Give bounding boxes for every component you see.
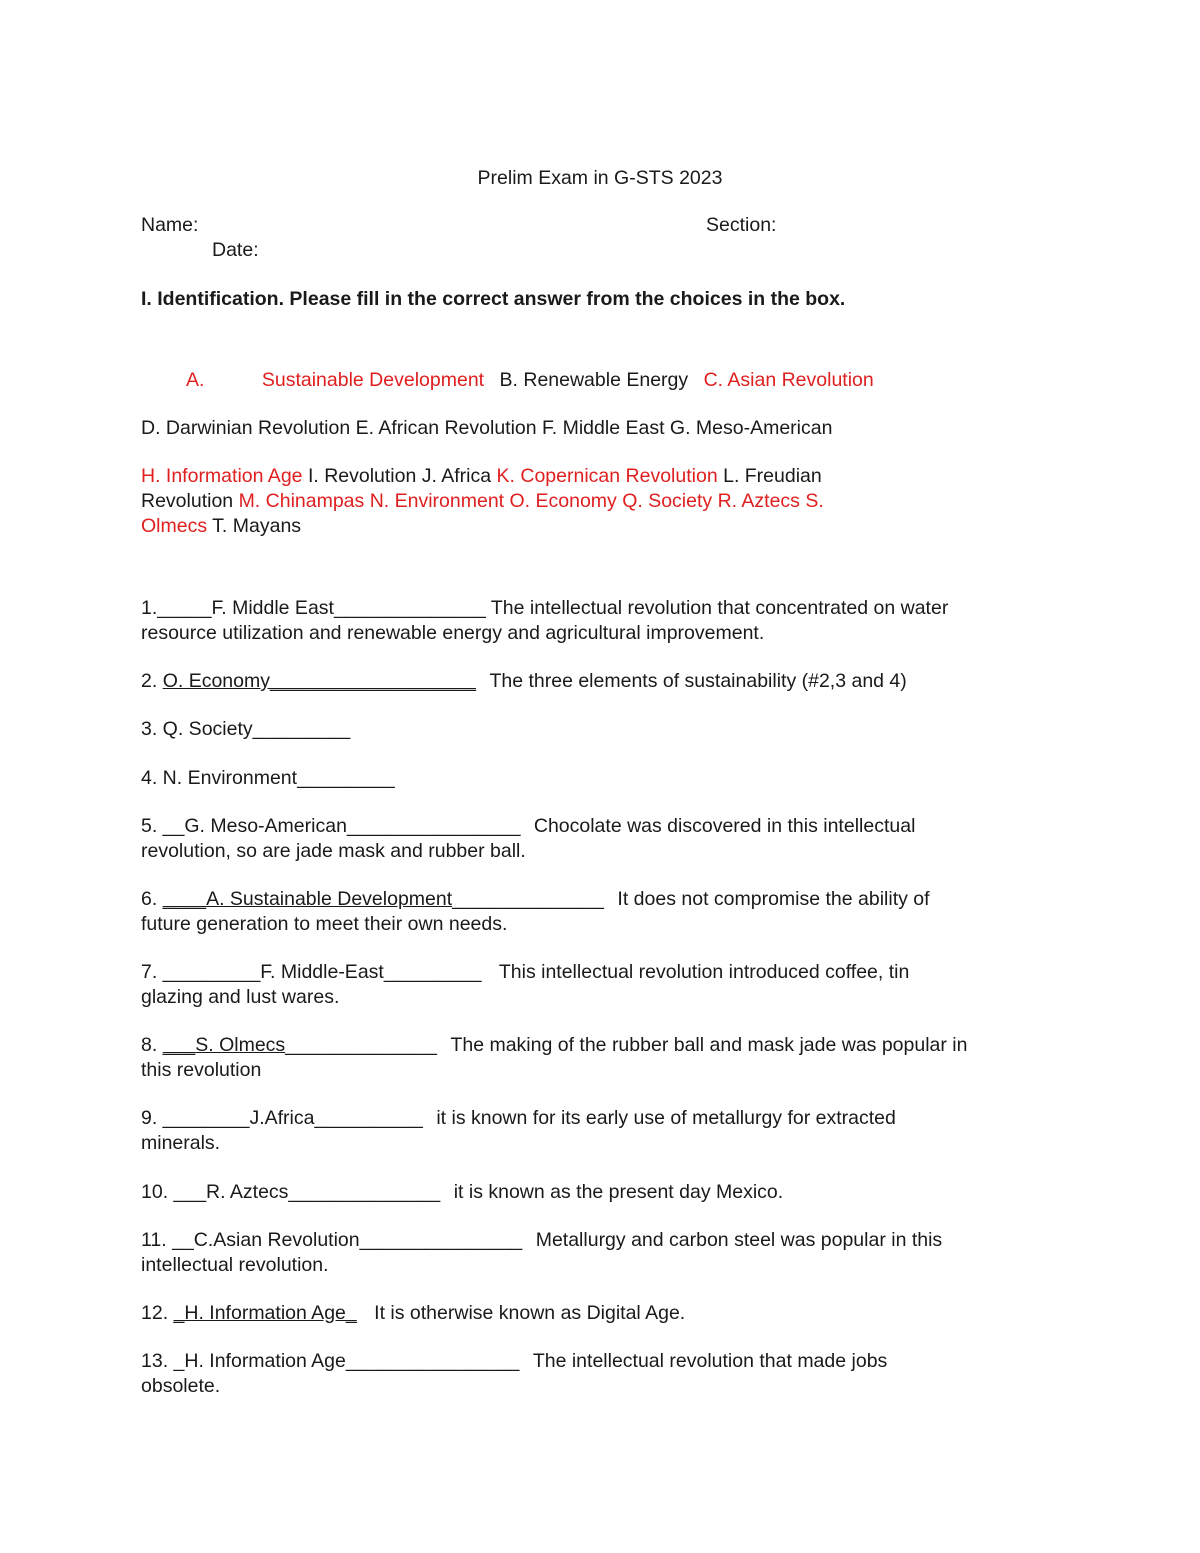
answer-10: 10. ___R. Aztecs______________: [141, 1181, 441, 1203]
answer-8-pre: ___: [162, 1034, 196, 1056]
choice-a-letter: A.: [186, 369, 205, 391]
question-number-8: 8.: [141, 1034, 163, 1056]
answer-13: 13. _H. Information Age________________: [141, 1350, 520, 1372]
question-11: [141, 1228, 942, 1253]
answer-6-pre: ____: [162, 888, 207, 910]
question-1: [141, 596, 948, 621]
choice-l: L. Freudian: [723, 465, 822, 487]
question-9: [141, 1106, 896, 1131]
question-5: [141, 814, 915, 839]
question-text-11: Metallurgy and carbon steel was popular in this: [535, 1229, 943, 1251]
question-number-12: 12.: [141, 1302, 174, 1324]
choices-line-4: [141, 489, 824, 514]
answer-11: 11. __C.Asian Revolution_______________: [141, 1229, 523, 1251]
date-label: Date:: [212, 239, 259, 261]
question-text-8: The making of the rubber ball and mask jade was popular in: [450, 1034, 968, 1056]
choice-t: T. Mayans: [212, 515, 302, 537]
question-8-cont: this revolution: [141, 1059, 262, 1081]
question-13-cont: obsolete.: [141, 1375, 221, 1397]
question-6-cont: future generation to meet their own needs.: [141, 913, 508, 935]
answer-4: 4. N. Environment_________: [141, 767, 395, 789]
choices-line-3: [141, 464, 822, 489]
choice-i-j: I. Revolution J. Africa: [307, 465, 492, 487]
question-7-cont: glazing and lust wares.: [141, 986, 340, 1008]
answer-6: A. Sustainable Development: [206, 888, 453, 910]
answer-8: S. Olmecs: [195, 1034, 286, 1056]
choice-a: Sustainable Development: [261, 369, 485, 391]
question-11-cont: intellectual revolution.: [141, 1254, 329, 1276]
answer-2: O. Economy___________________: [162, 670, 477, 692]
choice-c: C. Asian Revolution: [703, 369, 874, 391]
choices-line-2: D. Darwinian Revolution E. African Revolution F. Middle East G. Meso-American: [141, 417, 833, 439]
question-number-2: 2.: [141, 670, 163, 692]
question-text-6: It does not compromise the ability of: [617, 888, 930, 910]
answer-6-post: ______________: [452, 888, 604, 910]
question-number-6: 6.: [141, 888, 163, 910]
choice-b: B. Renewable Energy: [499, 369, 689, 391]
choices-m-to-s: M. Chinampas N. Environment O. Economy Q. Society R. Aztecs S.: [238, 490, 824, 512]
question-text-9: it is known for its early use of metallurgy for extracted: [436, 1107, 896, 1129]
question-text-10: it is known as the present day Mexico.: [453, 1181, 784, 1203]
answer-12: _H. Information Age_: [173, 1302, 357, 1324]
answer-5: 5. __G. Meso-American________________: [141, 815, 521, 837]
name-label: Name:: [141, 214, 199, 236]
choice-k: K. Copernican Revolution: [496, 465, 718, 487]
answer-7: 7. _________F. Middle-East_________: [141, 961, 482, 983]
question-text-5: Chocolate was discovered in this intellectual: [533, 815, 916, 837]
question-8: [141, 1033, 967, 1058]
question-13: [141, 1349, 887, 1374]
answer-1: 1._____F. Middle East______________: [141, 597, 486, 619]
question-10: [141, 1180, 783, 1205]
choice-s-cont: Olmecs: [141, 515, 208, 537]
choice-l-cont: Revolution: [141, 490, 234, 512]
instruction: I. Identification. Please fill in the correct answer from the choices in the box.: [141, 288, 846, 310]
choices-line-5: [141, 514, 301, 539]
question-text-12: It is otherwise known as Digital Age.: [374, 1302, 686, 1324]
question-text-7: This intellectual revolution introduced coffee, tin: [498, 961, 910, 983]
question-1-cont: resource utilization and renewable energy and agricultural improvement.: [141, 622, 765, 644]
question-text-2: The three elements of sustainability (#2,3 and 4): [489, 670, 907, 692]
question-2: [141, 669, 907, 694]
section-label: Section:: [706, 214, 777, 236]
choice-h: H. Information Age: [141, 465, 303, 487]
question-5-cont: revolution, so are jade mask and rubber ball.: [141, 840, 526, 862]
question-12: [141, 1301, 685, 1326]
choices-line-1: [186, 368, 874, 393]
question-6: [141, 887, 930, 912]
question-text-13: The intellectual revolution that made jobs: [532, 1350, 888, 1372]
question-9-cont: minerals.: [141, 1132, 221, 1154]
answer-9: 9. ________J.Africa__________: [141, 1107, 423, 1129]
question-7: [141, 960, 909, 985]
question-text-1: The intellectual revolution that concentrated on water: [490, 597, 949, 619]
answer-3: 3. Q. Society_________: [141, 718, 351, 740]
page-title: Prelim Exam in G-STS 2023: [477, 167, 723, 189]
answer-8-post: ______________: [285, 1034, 438, 1056]
